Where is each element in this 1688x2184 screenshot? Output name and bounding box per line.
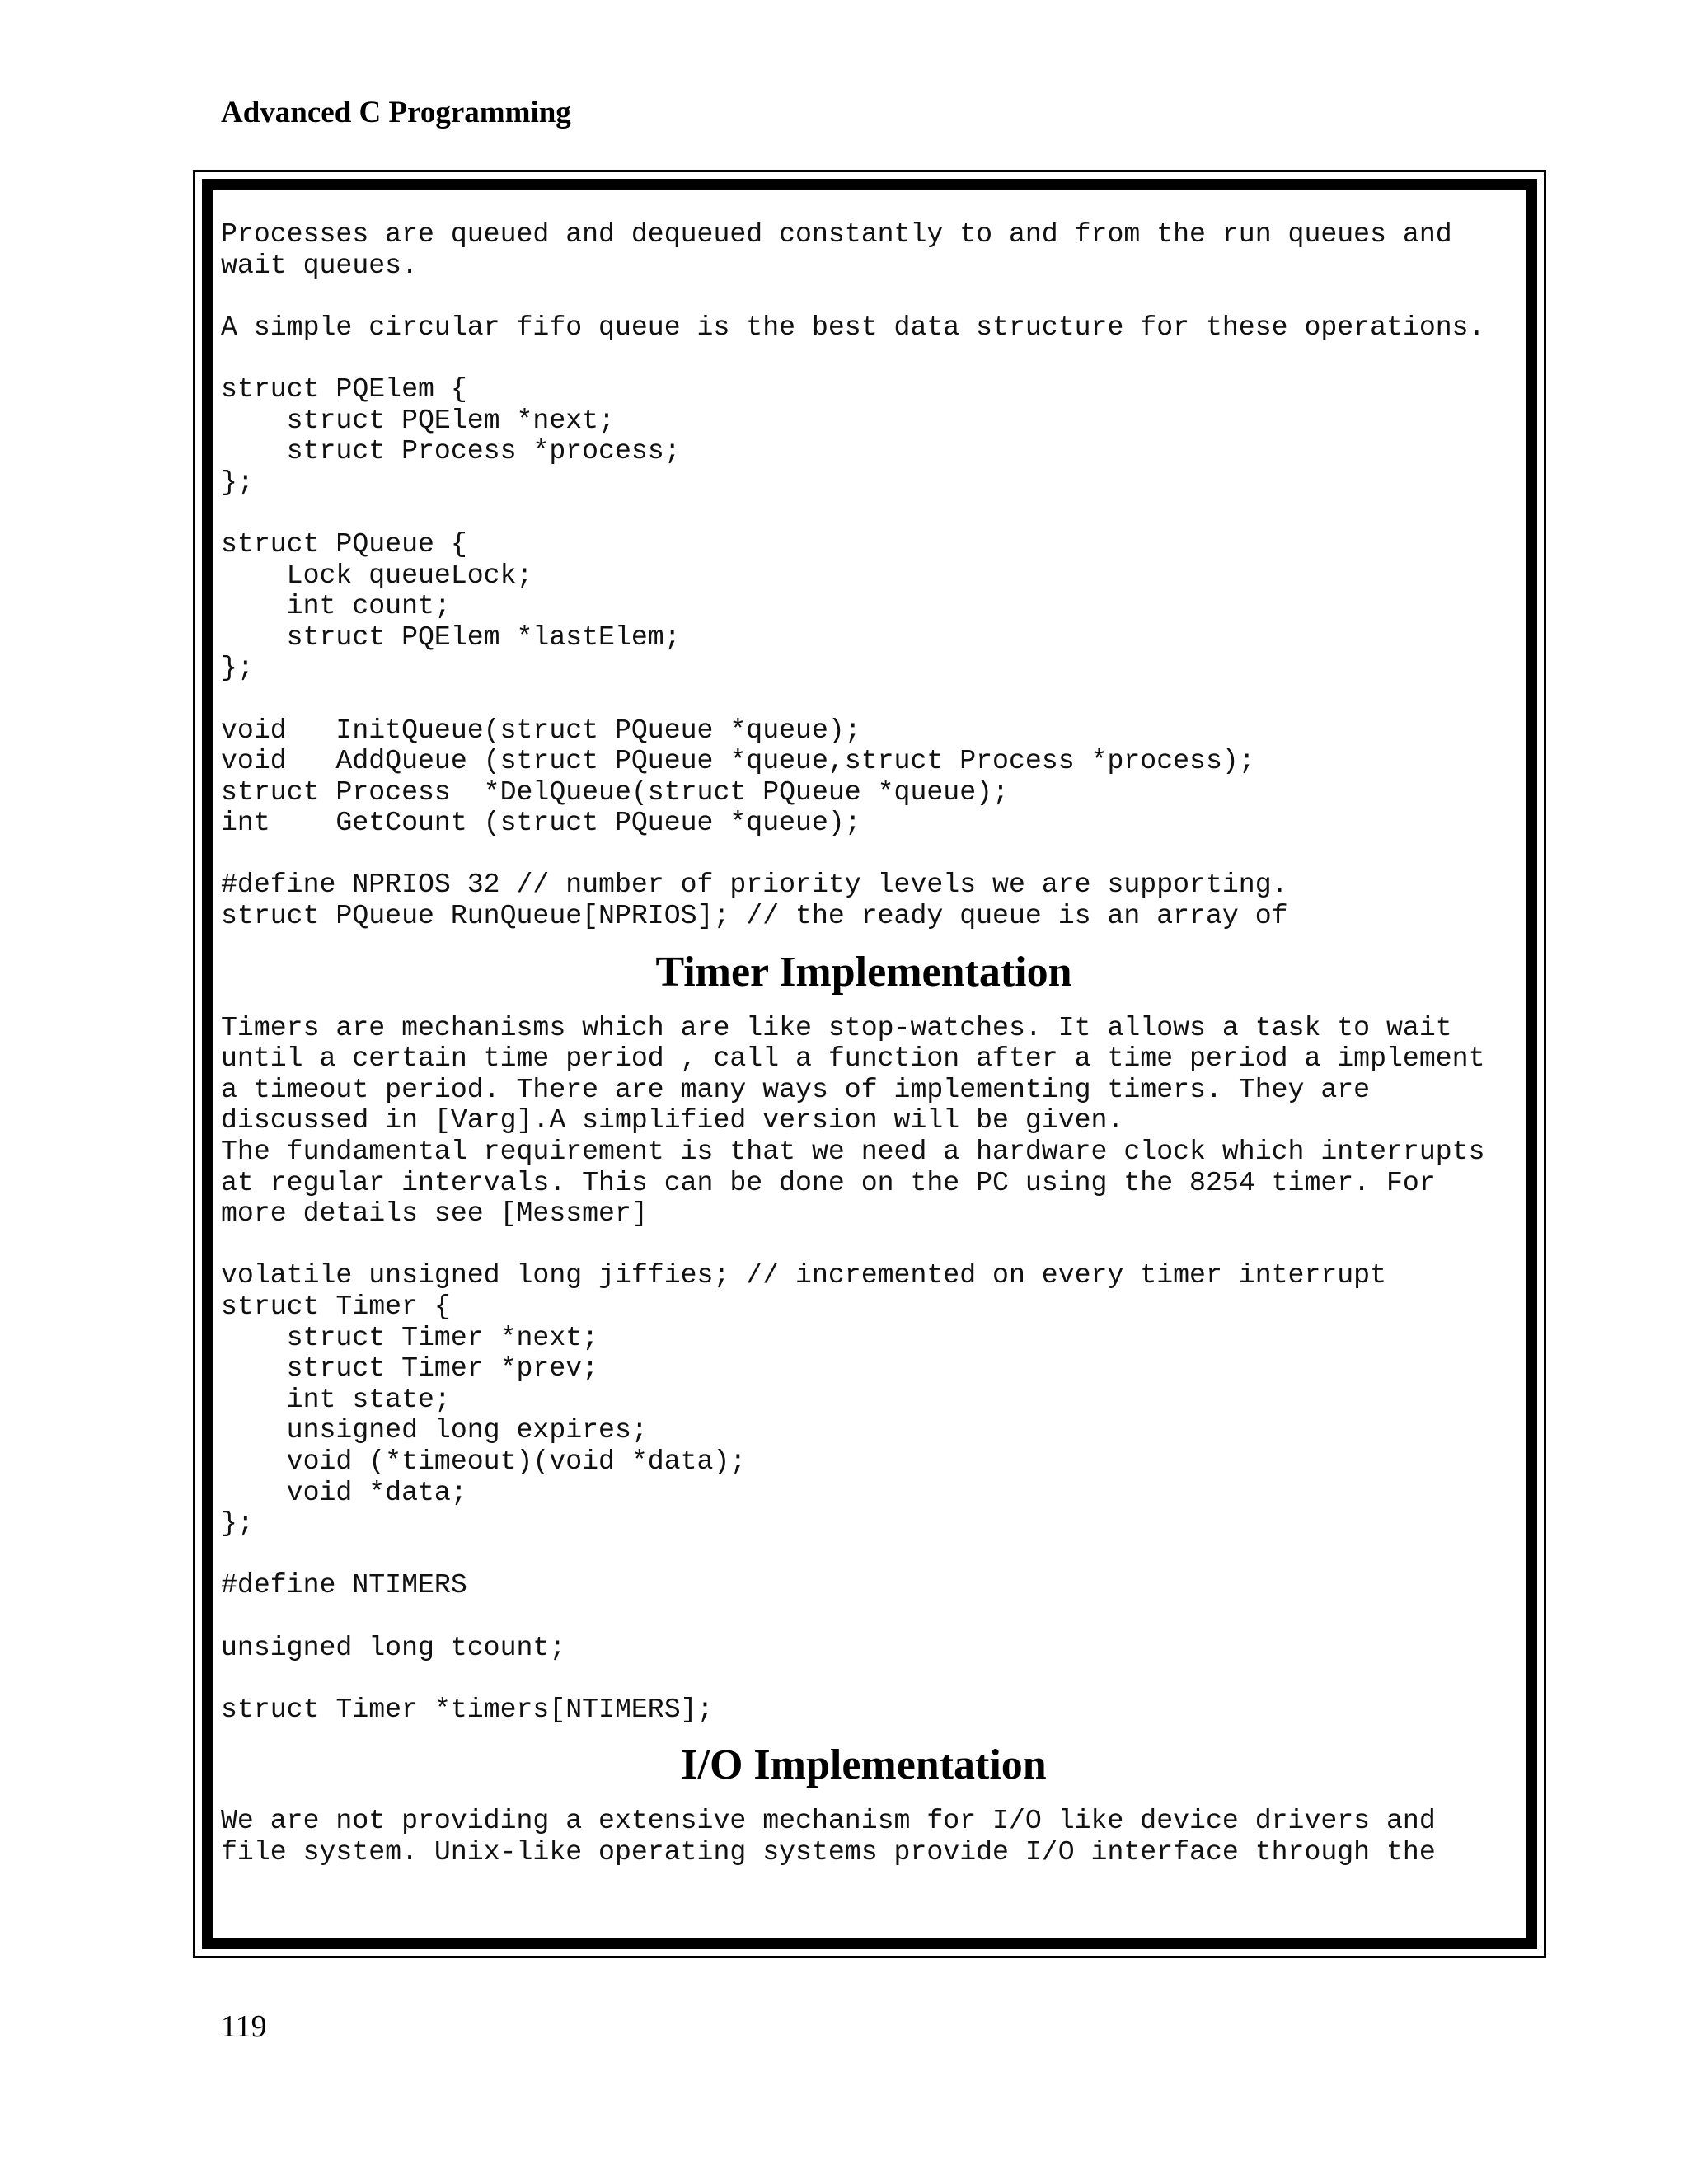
timer-code-block: Timers are mechanisms which are like stop-watches. It allows a task to wait until a certain time period , call a function after a time period a implement a timeout period. There are many ways of implementing timers. They are discussed in [Varg].A simplified version will be given. The fundamental requirement is that we need a hardware clock which interrupts at regular intervals. This can be done on the PC using the 8254 timer. For more details see [Messmer] volatile unsigned long jiffies; // incremented on every timer interrupt struct Timer { struct Timer *next; struct Timer *prev; int state; unsigned long expires; void (*timeout)(void *data); void *data; }; #define NTIMERS unsigned long tcount; struct Timer *timers[NTIMERS]; xyxy=(221,1011,1485,1725)
io-code-block: We are not providing a extensive mechanism for I/O like device drivers and file system. Unix-like operating systems provide I/O interface through the xyxy=(221,1805,1436,1868)
framed-content xyxy=(221,219,1507,1868)
run-queue-code-block: Processes are queued and dequeued constantly to and from the run queues and wait queues. A simple circular fifo queue is the best data structure for these operations. struct PQElem { struct PQElem *next; struct Process *process; }; struct PQueue { Lock queueLock; int count; struct PQElem *lastElem; }; void InitQueue(struct PQueue *queue); void AddQueue (struct PQueue *queue,struct Process *process); struct Process *DelQueue(struct PQueue *queue); int GetCount (struct PQueue *queue); #define NPRIOS 32 // number of priority levels we are supporting. struct PQueue RunQueue[NPRIOS]; // the ready queue is an array of xyxy=(221,218,1485,932)
io-implementation-heading: I/O Implementation xyxy=(681,1741,1047,1789)
timer-implementation-heading: Timer Implementation xyxy=(655,948,1072,996)
page-number: 119 xyxy=(221,2009,267,2044)
running-header: Advanced C Programming xyxy=(221,96,571,129)
